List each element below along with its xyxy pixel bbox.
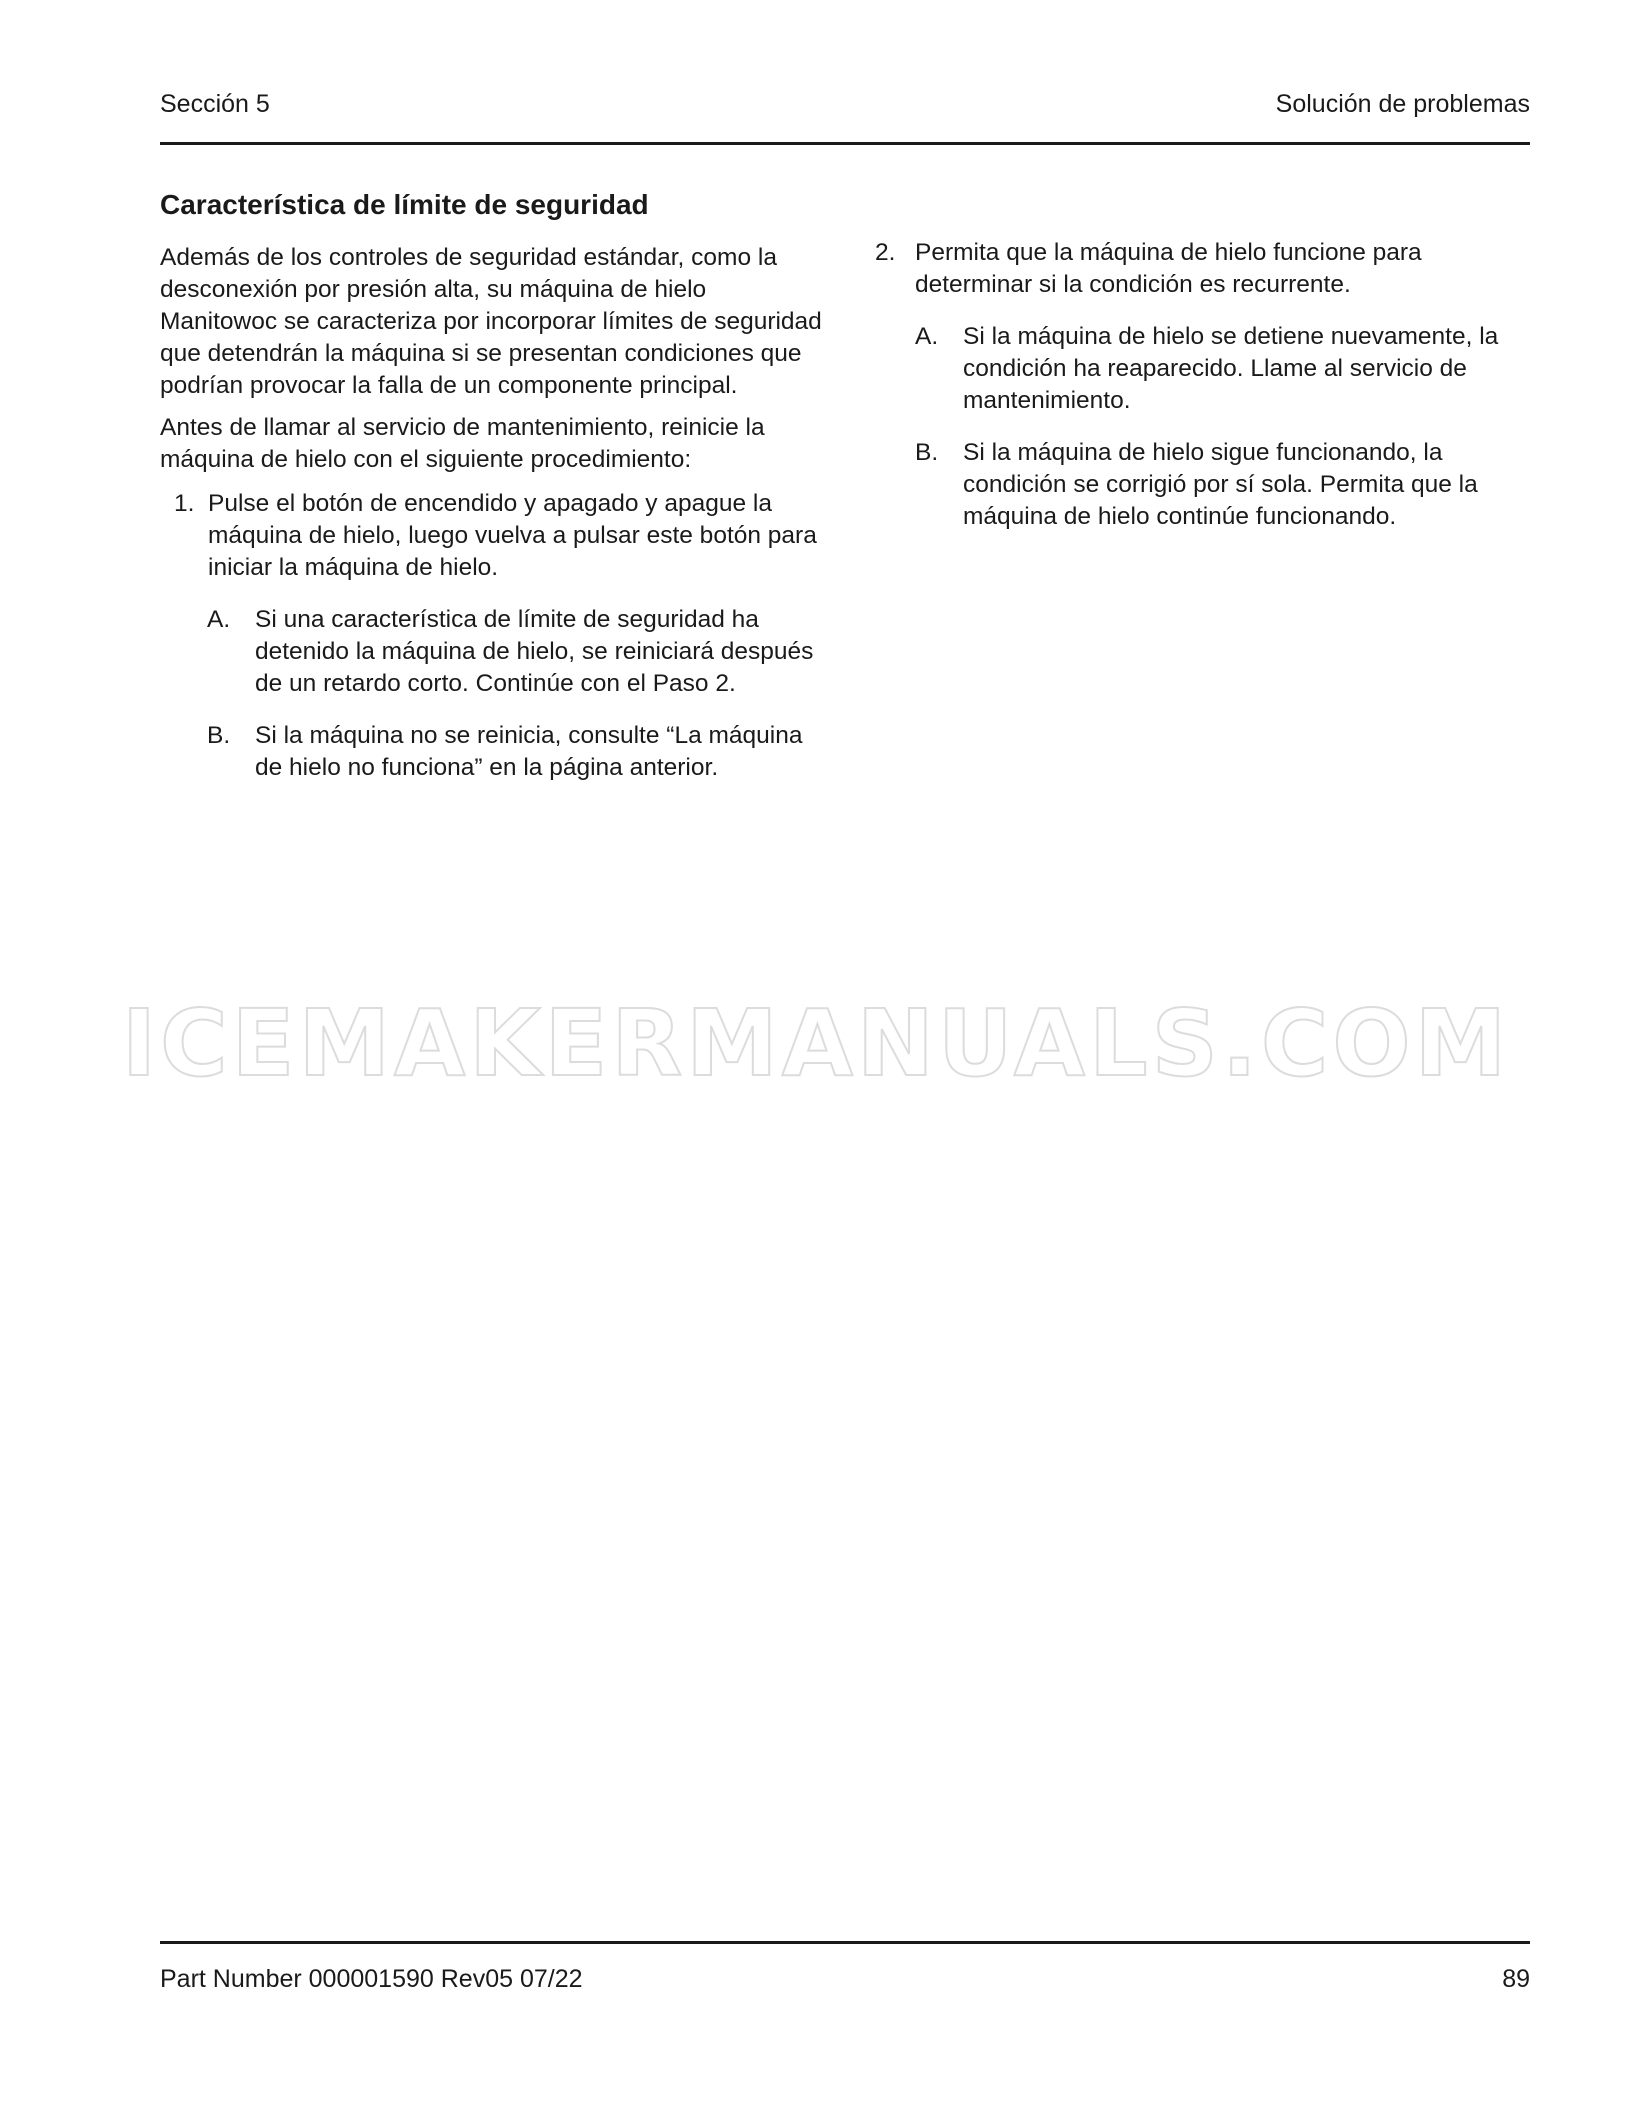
- step-2-sub-a: [915, 321, 1530, 417]
- step-1: [160, 488, 825, 584]
- sub-text: Si la máquina de hielo sigue funcionando, la condición se corrigió por sí sola. Permita que la máquina de hielo continúe funcionando.: [963, 439, 1478, 530]
- step-1-sub-a: [207, 604, 825, 700]
- page-footer: [160, 1965, 1530, 1994]
- section-label: Sección 5: [160, 90, 270, 118]
- right-column: [875, 237, 1530, 533]
- footer-rule: [160, 1941, 1530, 1944]
- part-number: Part Number 000001590 Rev05 07/22: [160, 1965, 583, 1993]
- sub-letter: A.: [207, 606, 231, 633]
- page-number: 89: [1502, 1965, 1530, 1993]
- header-rule: [160, 142, 1530, 145]
- section-heading: Característica de límite de seguridad: [160, 189, 649, 220]
- sub-text: Si la máquina de hielo se detiene nuevamente, la condición ha reaparecido. Llame al servicio de mantenimiento.: [963, 323, 1499, 414]
- sub-text: Si una característica de límite de seguridad ha detenido la máquina de hielo, se reiniciará después de un retardo corto. Continúe con el Paso 2.: [255, 606, 814, 697]
- chapter-title: Solución de problemas: [1275, 90, 1530, 118]
- page-header: [160, 90, 1530, 126]
- step-1-sub-b: [207, 720, 825, 784]
- watermark: ICEMAKERMANUALS.COM: [121, 990, 1511, 1097]
- step-number: 2.: [875, 239, 896, 266]
- sub-letter: B.: [207, 722, 231, 749]
- sub-letter: A.: [915, 323, 939, 350]
- step-text: Permita que la máquina de hielo funcione para determinar si la condición es recurrente.: [915, 239, 1422, 298]
- step-number: 1.: [174, 490, 195, 517]
- sub-text: Si la máquina no se reinicia, consulte “La máquina de hielo no funciona” en la página anterior.: [255, 722, 803, 781]
- sub-letter: B.: [915, 439, 939, 466]
- intro-paragraph: Además de los controles de seguridad estándar, como la desconexión por presión alta, su máquina de hielo Manitowoc se caracteriza por incorporar límites de seguridad que detendrán la máquina si se presentan condiciones que podrían provocar la falla de un componente principal.: [160, 244, 822, 399]
- left-column: [160, 186, 825, 784]
- step-2-sub-b: [915, 437, 1530, 533]
- step-text: Pulse el botón de encendido y apagado y apague la máquina de hielo, luego vuelva a pulsar este botón para iniciar la máquina de hielo.: [208, 490, 817, 581]
- lead-paragraph: Antes de llamar al servicio de mantenimiento, reinicie la máquina de hielo con el siguiente procedimiento:: [160, 414, 765, 473]
- step-2: [875, 237, 1530, 301]
